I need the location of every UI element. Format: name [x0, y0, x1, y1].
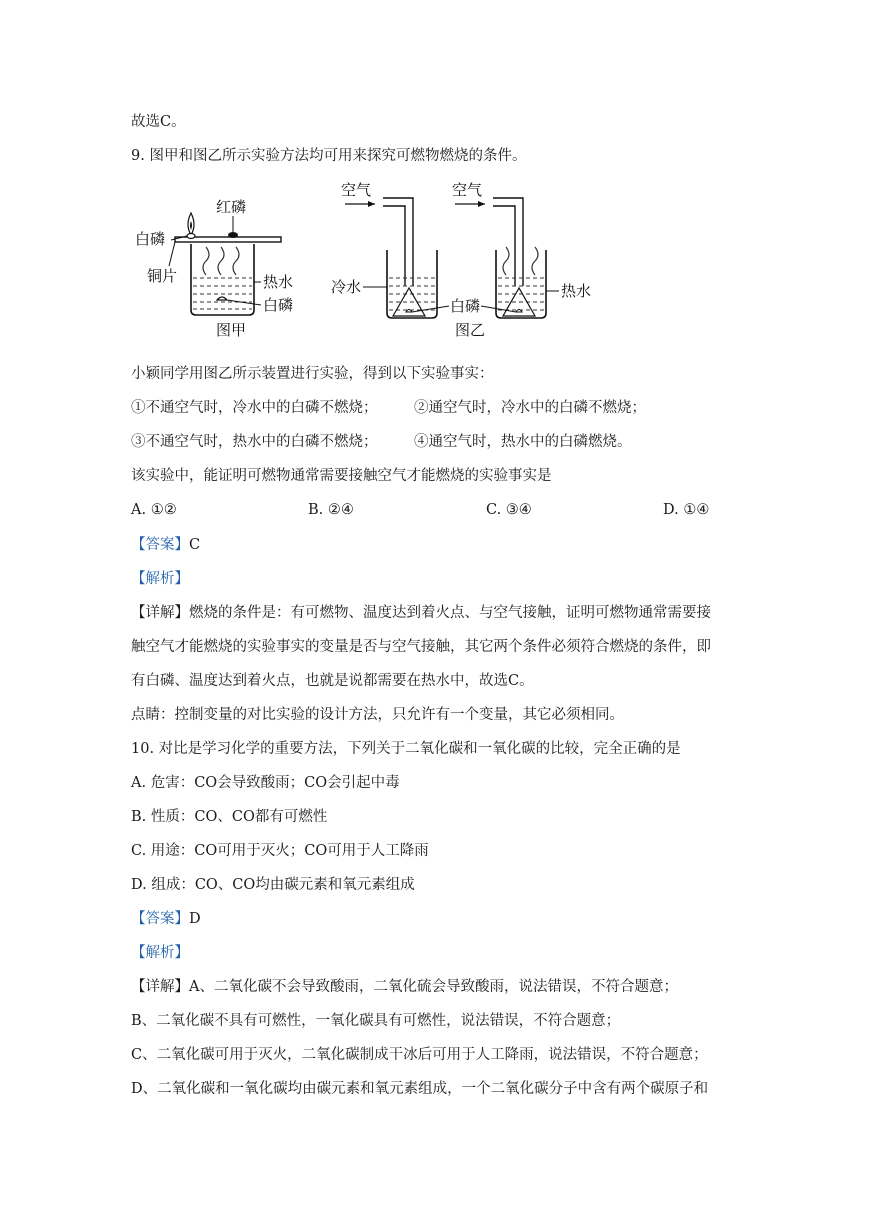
question-9-question: 该实验中，能证明可燃物通常需要接触空气才能燃烧的实验事实是	[131, 468, 552, 484]
q9-detail-2: 触空气才能燃烧的实验事实的变量是否与空气接触，其它两个条件必须符合燃烧的条件，即	[131, 639, 711, 655]
option-pre: D. 组成：CO	[131, 877, 218, 893]
option-pre: A. 危害：CO	[131, 775, 218, 791]
figure-jia-caption: 图甲	[216, 321, 247, 339]
q10-option-d	[131, 875, 415, 899]
q10-detail-4: D、二氧化碳和一氧化碳均由碳元素和氧元素组成，一个二氧化碳分子中含有两个碳原子和	[131, 1081, 709, 1097]
label-cold-water: 冷水	[331, 278, 362, 296]
figure-jia	[135, 198, 293, 339]
q10-detail-2: B、二氧化碳不具有可燃性，一氧化碳具有可燃性，说法错误，不符合题意；	[131, 1013, 621, 1029]
q10-option-b	[131, 807, 327, 831]
detail-text: A、二氧化碳不会导致酸雨，二氧化硫会导致酸雨，说法错误，不符合题意；	[189, 979, 678, 995]
q9-option-c: C. ③④	[486, 502, 532, 518]
fact-3: ③不通空气时，热水中的白磷不燃烧；	[131, 434, 378, 450]
label-red-phosphorus: 红磷	[216, 198, 247, 216]
answer-tag: 【答案】	[131, 911, 189, 927]
label-hot-water: 热水	[263, 273, 294, 291]
option-pre: B. 性质：CO	[131, 809, 218, 825]
q9-analysis-tag: 【解析】	[131, 571, 189, 587]
fact-1: ①不通空气时，冷水中的白磷不燃烧；	[131, 400, 378, 416]
text-line: 故选C。	[131, 114, 186, 130]
label-white-phosphorus-yi: 白磷	[450, 297, 481, 315]
figure-yi-caption: 图乙	[455, 321, 486, 339]
option-pre: C. 用途：CO	[131, 843, 218, 859]
answer-value: C	[189, 537, 201, 553]
q10-detail-3: C、二氧化碳可用于灭火，二氧化碳制成干冰后可用于人工降雨，说法错误，不符合题意；	[131, 1047, 708, 1063]
q9-option-d: D. ①④	[663, 502, 710, 518]
label-hot-water-yi: 热水	[561, 282, 592, 300]
q10-option-c	[131, 841, 429, 865]
experiment-figure	[131, 178, 601, 343]
label-air-left: 空气	[341, 181, 372, 199]
detail-tag: 【详解】	[131, 605, 189, 621]
q10-option-a	[131, 773, 400, 797]
label-white-phosphorus-plate: 白磷	[135, 230, 166, 248]
label-white-phosphorus-water: 白磷	[263, 296, 294, 314]
answer-tag: 【答案】	[131, 537, 189, 553]
question-9-stem: 9. 图甲和图乙所示实验方法均可用来探究可燃物燃烧的条件。	[131, 148, 527, 164]
detail-text: 燃烧的条件是：有可燃物、温度达到着火点、与空气接触，证明可燃物通常需要接	[189, 605, 711, 621]
question-9-intro: 小颖同学用图乙所示装置进行实验，得到以下实验事实：	[131, 366, 494, 382]
q10-detail-1	[131, 977, 678, 997]
option-post: 、CO均由碳元素和氧元素组成	[217, 877, 415, 893]
option-post: 会导致酸雨；CO会引起中毒	[217, 775, 400, 791]
q9-option-a: A. ①②	[131, 502, 177, 518]
label-copper-plate: 铜片	[147, 267, 178, 285]
figure-yi	[331, 181, 591, 339]
label-air-right: 空气	[452, 181, 483, 199]
q10-analysis-tag: 【解析】	[131, 945, 189, 961]
fact-4: ④通空气时，热水中的白磷燃烧。	[414, 434, 632, 450]
q9-answer	[131, 535, 200, 555]
q9-detail-1	[131, 603, 711, 623]
option-post: 可用于灭火；CO可用于人工降雨	[217, 843, 429, 859]
option-post: 、CO都有可燃性	[217, 809, 328, 825]
answer-value: D	[189, 911, 201, 927]
q9-note: 点睛：控制变量的对比实验的设计方法，只允许有一个变量，其它必须相同。	[131, 707, 624, 723]
question-10-stem: 10. 对比是学习化学的重要方法，下列关于二氧化碳和一氧化碳的比较，完全正确的是	[131, 741, 681, 757]
q10-answer	[131, 909, 201, 929]
q9-option-b: B. ②④	[308, 502, 354, 518]
fact-2: ②通空气时，冷水中的白磷不燃烧；	[414, 400, 646, 416]
detail-tag: 【详解】	[131, 979, 189, 995]
q9-detail-3: 有白磷、温度达到着火点，也就是说都需要在热水中，故选C。	[131, 673, 534, 689]
